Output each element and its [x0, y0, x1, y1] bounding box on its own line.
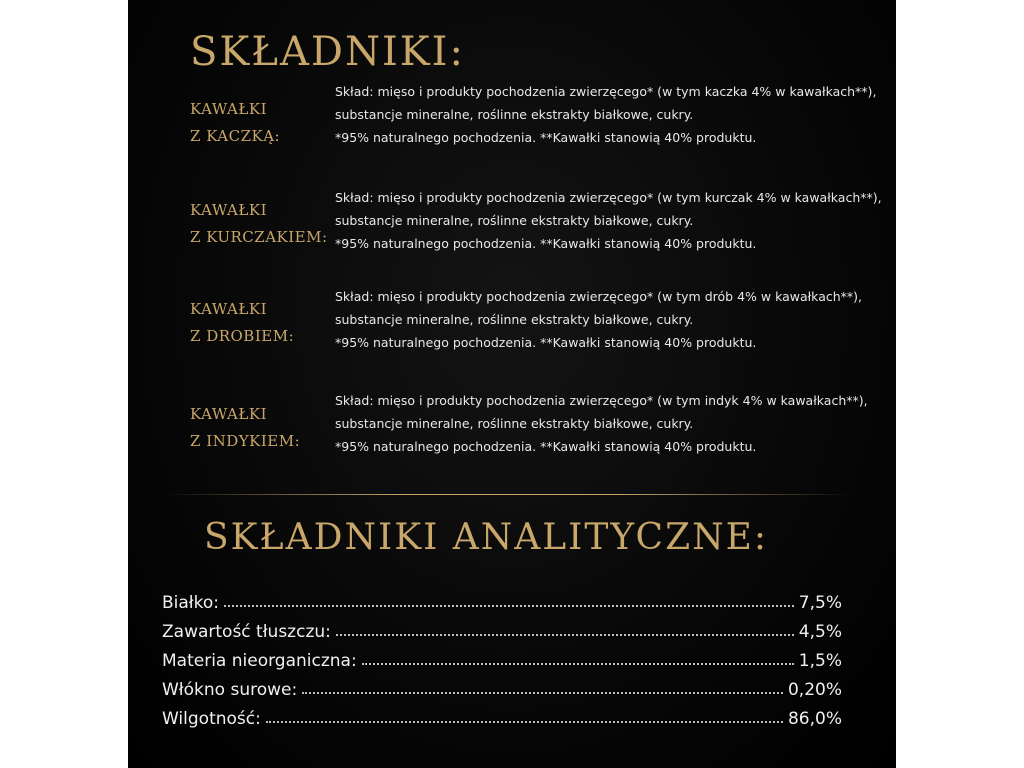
composition-line: Skład: mięso i produkty pochodzenia zwierzęcego* (w tym drób 4% w kawałkach**),	[335, 289, 863, 304]
row-label: Wilgotność:	[162, 709, 261, 729]
composition-line: substancje mineralne, roślinne ekstrakty białkowe, cukry.	[335, 107, 694, 122]
analytical-row-moisture	[162, 700, 842, 729]
flavor-name-line1: KAWAŁKI	[190, 405, 267, 423]
ingredients-title: SKŁADNIKI:	[190, 29, 465, 75]
composition-line: Skład: mięso i produkty pochodzenia zwierzęcego* (w tym kurczak 4% w kawałkach**),	[335, 190, 882, 205]
dot-leader	[224, 604, 794, 607]
flavor-name-line1: KAWAŁKI	[190, 201, 267, 219]
row-label: Włókno surowe:	[162, 680, 298, 700]
analytical-row-protein	[162, 584, 842, 613]
row-value: 7,5%	[798, 593, 842, 613]
flavor-composition-turkey	[335, 389, 895, 458]
row-label: Białko:	[162, 593, 220, 613]
flavor-composition-poultry	[335, 285, 895, 354]
composition-footnote: *95% naturalnego pochodzenia. **Kawałki stanowią 40% produktu.	[335, 439, 757, 454]
flavor-name-line2: Z KURCZAKIEM:	[190, 228, 328, 246]
row-value: 0,20%	[787, 680, 842, 700]
row-value: 86,0%	[787, 709, 842, 729]
flavor-name-line2: Z KACZKĄ:	[190, 127, 281, 145]
analytical-row-ash	[162, 642, 842, 671]
row-value: 1,5%	[798, 651, 842, 671]
composition-line: Skład: mięso i produkty pochodzenia zwierzęcego* (w tym indyk 4% w kawałkach**),	[335, 393, 868, 408]
flavor-composition-duck	[335, 80, 895, 149]
flavor-name-line1: KAWAŁKI	[190, 300, 267, 318]
dot-leader	[362, 662, 794, 665]
flavor-name-line1: KAWAŁKI	[190, 100, 267, 118]
section-divider	[164, 494, 854, 495]
flavor-name-turkey	[190, 401, 330, 455]
composition-footnote: *95% naturalnego pochodzenia. **Kawałki stanowią 40% produktu.	[335, 130, 757, 145]
flavor-composition-chicken	[335, 186, 895, 255]
dot-leader	[302, 691, 783, 694]
flavor-name-duck	[190, 96, 330, 150]
row-label: Materia nieorganiczna:	[162, 651, 357, 671]
analytical-row-fat	[162, 613, 842, 642]
composition-line: substancje mineralne, roślinne ekstrakty białkowe, cukry.	[335, 213, 694, 228]
flavor-name-chicken	[190, 197, 330, 251]
ingredients-panel	[128, 0, 896, 768]
composition-footnote: *95% naturalnego pochodzenia. **Kawałki stanowią 40% produktu.	[335, 236, 757, 251]
row-label: Zawartość tłuszczu:	[162, 622, 331, 642]
analytical-table	[162, 584, 842, 729]
dot-leader	[266, 720, 783, 723]
composition-line: substancje mineralne, roślinne ekstrakty białkowe, cukry.	[335, 312, 694, 327]
row-value: 4,5%	[798, 622, 842, 642]
analytical-title: SKŁADNIKI ANALITYCZNE:	[204, 517, 769, 558]
composition-footnote: *95% naturalnego pochodzenia. **Kawałki stanowią 40% produktu.	[335, 335, 757, 350]
flavor-name-poultry	[190, 296, 330, 350]
analytical-row-fibre	[162, 671, 842, 700]
dot-leader	[336, 633, 794, 636]
flavor-name-line2: Z INDYKIEM:	[190, 432, 301, 450]
flavor-name-line2: Z DROBIEM:	[190, 327, 295, 345]
composition-line: substancje mineralne, roślinne ekstrakty białkowe, cukry.	[335, 416, 694, 431]
composition-line: Skład: mięso i produkty pochodzenia zwierzęcego* (w tym kaczka 4% w kawałkach**),	[335, 84, 877, 99]
